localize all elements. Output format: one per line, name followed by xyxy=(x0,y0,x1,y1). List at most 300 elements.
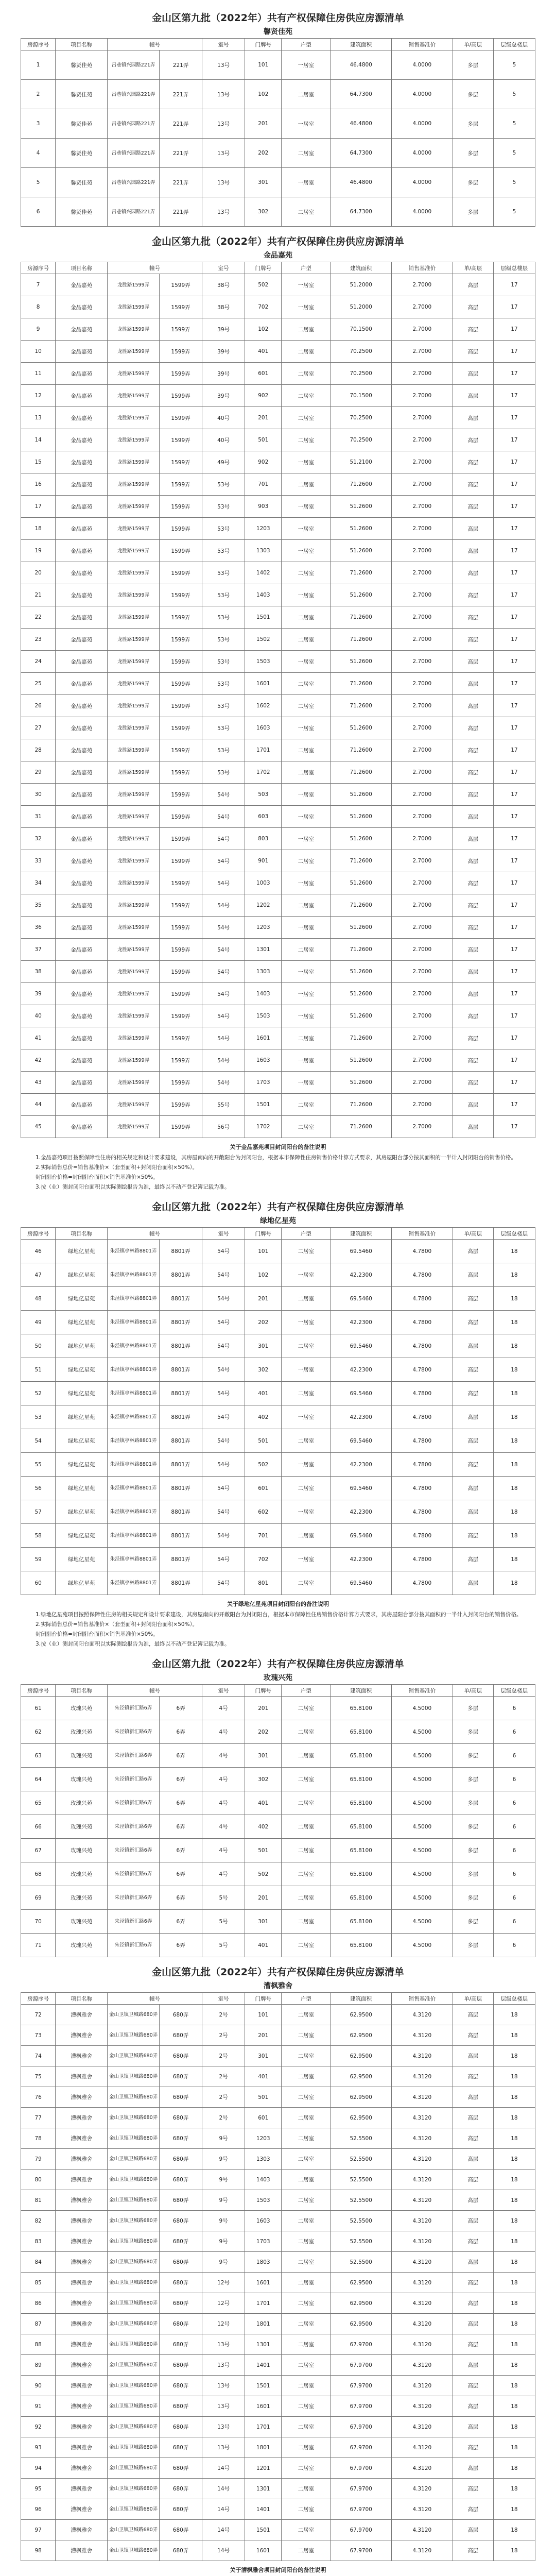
table-cell: 多层 xyxy=(453,109,493,139)
table-cell: 漕枫雅舍 xyxy=(56,2025,108,2046)
table-cell: 金品嘉苑 xyxy=(56,939,108,961)
table-cell: 28 xyxy=(21,739,56,761)
table-row xyxy=(21,1263,535,1287)
table-cell: 602 xyxy=(245,1500,282,1524)
table-cell: 二居室 xyxy=(282,2211,331,2231)
table-cell: 二居室 xyxy=(282,1839,331,1862)
table-cell: 金山卫镇卫城路680弄 xyxy=(108,2314,160,2334)
table-cell: 61 xyxy=(21,1697,56,1720)
table-cell: 2.7000 xyxy=(392,894,453,917)
table-cell: 一居室 xyxy=(282,1548,331,1571)
notes-block xyxy=(25,1142,531,1192)
table-cell: 6 xyxy=(493,1815,535,1839)
column-header: 门牌号 xyxy=(245,1993,282,2005)
column-header: 单/高层 xyxy=(453,1228,493,1240)
table-cell: 51.2000 xyxy=(331,274,392,296)
table-cell: 2.7000 xyxy=(392,872,453,894)
table-cell: 4.5000 xyxy=(392,1791,453,1815)
table-cell: 漕枫雅舍 xyxy=(56,2252,108,2273)
table-cell: 龙胜路1599弄 xyxy=(108,1116,160,1138)
table-cell: 51.2600 xyxy=(331,784,392,806)
table-cell: 58 xyxy=(21,1524,56,1548)
column-header: 销售基准价 xyxy=(392,1228,453,1240)
table-cell: 18 xyxy=(493,1571,535,1595)
table-cell: 金山卫镇卫城路680弄 xyxy=(108,2334,160,2355)
table-cell: 102 xyxy=(245,80,282,109)
table-cell: 8801弄 xyxy=(160,1571,202,1595)
table-cell: 漕枫雅舍 xyxy=(56,2190,108,2211)
table-row xyxy=(21,1405,535,1429)
table-cell: 金品嘉苑 xyxy=(56,473,108,496)
table-cell: 4.3120 xyxy=(392,2046,453,2066)
table-cell: 1501 xyxy=(245,2520,282,2540)
header-row xyxy=(21,262,535,274)
table-row xyxy=(21,1311,535,1334)
table-cell: 67.9700 xyxy=(331,2396,392,2417)
table-cell: 502 xyxy=(245,274,282,296)
table-cell: 4.0000 xyxy=(392,50,453,80)
table-cell: 54号 xyxy=(202,1358,245,1382)
table-cell: 漕枫雅舍 xyxy=(56,2108,108,2128)
table-row xyxy=(21,109,535,139)
table-cell: 4.7800 xyxy=(392,1571,453,1595)
table-cell: 高层 xyxy=(453,407,493,429)
table-cell: 46 xyxy=(21,1240,56,1263)
table-cell: 71.2600 xyxy=(331,1116,392,1138)
table-cell: 玫瑰兴苑 xyxy=(56,1934,108,1957)
table-cell: 71.2600 xyxy=(331,695,392,717)
table-cell: 65.8100 xyxy=(331,1886,392,1910)
table-cell: 221弄 xyxy=(160,168,202,197)
table-cell: 17 xyxy=(493,629,535,651)
table-cell: 一居室 xyxy=(282,784,331,806)
table-cell: 1801 xyxy=(245,2314,282,2334)
column-header: 房源序号 xyxy=(21,1993,56,2005)
table-cell: 17 xyxy=(493,939,535,961)
table-cell: 馨贤佳苑 xyxy=(56,50,108,80)
table-cell: 玫瑰兴苑 xyxy=(56,1720,108,1744)
table-cell: 17 xyxy=(493,1027,535,1049)
table-cell: 二居室 xyxy=(282,1815,331,1839)
table-cell: 18 xyxy=(493,2293,535,2314)
table-row xyxy=(21,1116,535,1138)
project-section xyxy=(21,234,535,1192)
table-cell: 13号 xyxy=(202,2437,245,2458)
table-cell: 47 xyxy=(21,1263,56,1287)
table-row xyxy=(21,2437,535,2458)
table-row xyxy=(21,695,535,717)
table-cell: 漕枫雅舍 xyxy=(56,2417,108,2437)
table-cell: 一居室 xyxy=(282,872,331,894)
notes-line: 封闭阳台价格=封闭阳台面积×销售基准价×50%。 xyxy=(36,1631,159,1637)
table-cell: 金品嘉苑 xyxy=(56,917,108,939)
table-cell: 1601 xyxy=(245,2273,282,2293)
table-cell: 龙胜路1599弄 xyxy=(108,651,160,673)
table-cell: 4.3120 xyxy=(392,2273,453,2293)
table-cell: 高层 xyxy=(453,606,493,629)
table-cell: 4.7800 xyxy=(392,1548,453,1571)
table-cell: 2.7000 xyxy=(392,1116,453,1138)
table-cell: 92 xyxy=(21,2417,56,2437)
table-cell: 二居室 xyxy=(282,1524,331,1548)
table-cell: 1599弄 xyxy=(160,451,202,473)
table-cell: 17 xyxy=(493,385,535,407)
table-cell: 69.5460 xyxy=(331,1382,392,1405)
table-cell: 702 xyxy=(245,1548,282,1571)
table-cell: 多层 xyxy=(453,1697,493,1720)
table-row xyxy=(21,1429,535,1453)
table-cell: 54号 xyxy=(202,1571,245,1595)
table-cell: 54号 xyxy=(202,1334,245,1358)
table-cell: 2.7000 xyxy=(392,385,453,407)
table-cell: 38 xyxy=(21,961,56,983)
table-row xyxy=(21,1910,535,1934)
table-cell: 8801弄 xyxy=(160,1429,202,1453)
table-cell: 高层 xyxy=(453,496,493,518)
column-header: 房源序号 xyxy=(21,1685,56,1697)
table-cell: 680弄 xyxy=(160,2458,202,2479)
table-cell: 1401 xyxy=(245,2499,282,2520)
table-cell: 朱泾镇亭林路8801弄 xyxy=(108,1263,160,1287)
table-cell: 一居室 xyxy=(282,1311,331,1334)
table-cell: 14 xyxy=(21,429,56,451)
table-cell: 71.2600 xyxy=(331,939,392,961)
table-cell: 85 xyxy=(21,2273,56,2293)
table-cell: 98 xyxy=(21,2540,56,2561)
table-cell: 680弄 xyxy=(160,2273,202,2293)
table-cell: 绿地亿星苑 xyxy=(56,1453,108,1477)
table-cell: 一居室 xyxy=(282,1005,331,1027)
table-cell: 4.5000 xyxy=(392,1910,453,1934)
table-cell: 玫瑰兴苑 xyxy=(56,1886,108,1910)
column-header: 建筑面积 xyxy=(331,1228,392,1240)
table-cell: 39 xyxy=(21,983,56,1005)
table-cell: 金山卫镇卫城路680弄 xyxy=(108,2087,160,2108)
table-cell: 53号 xyxy=(202,651,245,673)
table-cell: 1203 xyxy=(245,2128,282,2149)
table-cell: 金山卫镇卫城路680弄 xyxy=(108,2211,160,2231)
table-cell: 75 xyxy=(21,2066,56,2087)
table-cell: 221弄 xyxy=(160,197,202,227)
table-cell: 42.2300 xyxy=(331,1311,392,1334)
table-cell: 高层 xyxy=(453,2458,493,2479)
table-cell: 二居室 xyxy=(282,341,331,363)
table-cell: 龙胜路1599弄 xyxy=(108,850,160,872)
table-cell: 1503 xyxy=(245,2190,282,2211)
table-cell: 71.2600 xyxy=(331,761,392,784)
table-cell: 680弄 xyxy=(160,2005,202,2025)
table-cell: 53号 xyxy=(202,518,245,540)
table-row xyxy=(21,473,535,496)
table-cell: 18 xyxy=(493,2273,535,2293)
table-cell: 高层 xyxy=(453,2190,493,2211)
table-cell: 朱泾镇亭林路8801弄 xyxy=(108,1287,160,1311)
table-cell: 18 xyxy=(493,1453,535,1477)
table-cell: 13号 xyxy=(202,50,245,80)
table-cell: 8801弄 xyxy=(160,1287,202,1311)
table-cell: 9号 xyxy=(202,2211,245,2231)
column-header: 室号 xyxy=(202,1228,245,1240)
table-cell: 1599弄 xyxy=(160,518,202,540)
table-cell: 34 xyxy=(21,872,56,894)
table-cell: 4.7800 xyxy=(392,1240,453,1263)
table-cell: 18 xyxy=(493,2128,535,2149)
table-cell: 17 xyxy=(493,407,535,429)
table-cell: 高层 xyxy=(453,983,493,1005)
table-cell: 吕巷镇兴园路221弄 xyxy=(108,80,160,109)
table-cell: 71.2600 xyxy=(331,473,392,496)
table-cell: 5 xyxy=(493,197,535,227)
table-row xyxy=(21,562,535,584)
table-cell: 4.3120 xyxy=(392,2355,453,2376)
table-cell: 680弄 xyxy=(160,2355,202,2376)
table-cell: 4.7800 xyxy=(392,1334,453,1358)
table-cell: 67.9700 xyxy=(331,2376,392,2396)
table-cell: 漕枫雅舍 xyxy=(56,2087,108,2108)
table-cell: 7 xyxy=(21,274,56,296)
table-cell: 680弄 xyxy=(160,2231,202,2252)
table-cell: 二居室 xyxy=(282,606,331,629)
table-cell: 91 xyxy=(21,2396,56,2417)
table-row xyxy=(21,983,535,1005)
table-cell: 18 xyxy=(493,2334,535,2355)
table-cell: 72 xyxy=(21,2005,56,2025)
table-cell: 二居室 xyxy=(282,1382,331,1405)
table-cell: 5 xyxy=(493,139,535,168)
table-cell: 202 xyxy=(245,1720,282,1744)
table-cell: 302 xyxy=(245,197,282,227)
table-cell: 801 xyxy=(245,1571,282,1595)
table-cell: 54号 xyxy=(202,1263,245,1287)
table-row xyxy=(21,2355,535,2376)
column-header: 销售基准价 xyxy=(392,1993,453,2005)
table-cell: 54号 xyxy=(202,1429,245,1453)
table-cell: 1502 xyxy=(245,629,282,651)
project-title: 馨贤佳苑 xyxy=(264,28,292,36)
table-cell: 2.7000 xyxy=(392,496,453,518)
table-cell: 26 xyxy=(21,695,56,717)
table-cell: 4.5000 xyxy=(392,1934,453,1957)
table-cell: 高层 xyxy=(453,584,493,606)
table-cell: 二居室 xyxy=(282,385,331,407)
table-cell: 朱泾镇新汇路6弄 xyxy=(108,1886,160,1910)
table-cell: 53号 xyxy=(202,739,245,761)
table-cell: 71.2600 xyxy=(331,629,392,651)
table-cell: 高层 xyxy=(453,1453,493,1477)
table-cell: 玫瑰兴苑 xyxy=(56,1697,108,1720)
table-cell: 2.7000 xyxy=(392,695,453,717)
table-cell: 高层 xyxy=(453,1500,493,1524)
table-cell: 53号 xyxy=(202,562,245,584)
table-row xyxy=(21,2293,535,2314)
table-cell: 金山卫镇卫城路680弄 xyxy=(108,2520,160,2540)
table-cell: 1403 xyxy=(245,584,282,606)
table-cell: 53号 xyxy=(202,695,245,717)
table-cell: 6 xyxy=(493,1744,535,1768)
table-cell: 6 xyxy=(493,1886,535,1910)
table-cell: 680弄 xyxy=(160,2046,202,2066)
column-header: 销售基准价 xyxy=(392,262,453,274)
table-cell: 金山卫镇卫城路680弄 xyxy=(108,2499,160,2520)
table-cell: 4.5000 xyxy=(392,1815,453,1839)
table-cell: 89 xyxy=(21,2355,56,2376)
housing-table xyxy=(21,1684,535,1957)
column-header: 销售基准价 xyxy=(392,39,453,50)
table-cell: 二居室 xyxy=(282,197,331,227)
table-cell: 17 xyxy=(493,894,535,917)
table-cell: 金品嘉苑 xyxy=(56,983,108,1005)
table-row xyxy=(21,717,535,739)
table-cell: 84 xyxy=(21,2252,56,2273)
table-cell: 金品嘉苑 xyxy=(56,429,108,451)
table-cell: 1 xyxy=(21,50,56,80)
table-cell: 金山卫镇卫城路680弄 xyxy=(108,2437,160,2458)
table-row xyxy=(21,1934,535,1957)
table-cell: 金品嘉苑 xyxy=(56,806,108,828)
table-cell: 54号 xyxy=(202,961,245,983)
table-cell: 高层 xyxy=(453,1405,493,1429)
table-cell: 金品嘉苑 xyxy=(56,385,108,407)
table-cell: 501 xyxy=(245,1839,282,1862)
table-cell: 70 xyxy=(21,1910,56,1934)
table-cell: 51.2600 xyxy=(331,917,392,939)
table-cell: 高层 xyxy=(453,296,493,318)
column-header: 项目名称 xyxy=(56,39,108,50)
table-cell: 39号 xyxy=(202,385,245,407)
table-cell: 9号 xyxy=(202,2231,245,2252)
table-cell: 67.9700 xyxy=(331,2334,392,2355)
table-cell: 2.7000 xyxy=(392,562,453,584)
header-row xyxy=(21,1228,535,1240)
table-cell: 49号 xyxy=(202,451,245,473)
table-cell: 高层 xyxy=(453,1072,493,1094)
table-cell: 金山卫镇卫城路680弄 xyxy=(108,2252,160,2273)
table-cell: 2.7000 xyxy=(392,584,453,606)
table-cell: 龙胜路1599弄 xyxy=(108,828,160,850)
housing-table xyxy=(21,262,535,1138)
table-cell: 680弄 xyxy=(160,2314,202,2334)
column-header: 层级总楼层 xyxy=(493,1685,535,1697)
table-cell: 4.0000 xyxy=(392,139,453,168)
table-cell: 金山卫镇卫城路680弄 xyxy=(108,2190,160,2211)
table-cell: 601 xyxy=(245,1477,282,1500)
table-cell: 金品嘉苑 xyxy=(56,341,108,363)
table-cell: 二居室 xyxy=(282,2540,331,2561)
column-header: 户型 xyxy=(282,39,331,50)
table-cell: 朱泾镇新汇路6弄 xyxy=(108,1839,160,1862)
table-cell: 2号 xyxy=(202,2005,245,2025)
table-cell: 17 xyxy=(493,473,535,496)
table-cell: 2.7000 xyxy=(392,540,453,562)
table-cell: 二居室 xyxy=(282,1116,331,1138)
table-row xyxy=(21,2231,535,2252)
table-cell: 8801弄 xyxy=(160,1334,202,1358)
table-cell: 朱泾镇亭林路8801弄 xyxy=(108,1524,160,1548)
table-cell: 4.3120 xyxy=(392,2396,453,2417)
table-cell: 48 xyxy=(21,1287,56,1311)
table-cell: 高层 xyxy=(453,1334,493,1358)
table-cell: 一居室 xyxy=(282,1263,331,1287)
table-cell: 53号 xyxy=(202,584,245,606)
table-cell: 53号 xyxy=(202,761,245,784)
table-cell: 绿地亿星苑 xyxy=(56,1477,108,1500)
table-cell: 金品嘉苑 xyxy=(56,872,108,894)
table-cell: 二居室 xyxy=(282,2499,331,2520)
table-cell: 18 xyxy=(493,2046,535,2066)
column-header: 幢号 xyxy=(108,1228,202,1240)
table-cell: 高层 xyxy=(453,1094,493,1116)
table-row xyxy=(21,2273,535,2293)
table-cell: 18 xyxy=(493,2025,535,2046)
column-header: 户型 xyxy=(282,262,331,274)
table-cell: 8801弄 xyxy=(160,1524,202,1548)
table-cell: 17 xyxy=(493,451,535,473)
table-cell: 2.7000 xyxy=(392,363,453,385)
table-cell: 1801 xyxy=(245,2437,282,2458)
table-cell: 67.9700 xyxy=(331,2520,392,2540)
table-cell: 18 xyxy=(493,2087,535,2108)
table-cell: 71.2600 xyxy=(331,606,392,629)
table-cell: 龙胜路1599弄 xyxy=(108,894,160,917)
table-cell: 朱泾镇亭林路8801弄 xyxy=(108,1477,160,1500)
table-cell: 二居室 xyxy=(282,2128,331,2149)
table-cell: 玫瑰兴苑 xyxy=(56,1839,108,1862)
column-header: 户型 xyxy=(282,1993,331,2005)
table-cell: 5号 xyxy=(202,1886,245,1910)
table-cell: 高层 xyxy=(453,2108,493,2128)
table-cell: 54号 xyxy=(202,828,245,850)
table-cell: 80 xyxy=(21,2170,56,2190)
table-cell: 2号 xyxy=(202,2108,245,2128)
table-cell: 1603 xyxy=(245,2211,282,2231)
table-row xyxy=(21,2046,535,2066)
table-row xyxy=(21,80,535,109)
table-cell: 龙胜路1599弄 xyxy=(108,1094,160,1116)
table-cell: 39号 xyxy=(202,363,245,385)
table-cell: 53号 xyxy=(202,473,245,496)
table-cell: 1701 xyxy=(245,2293,282,2314)
table-cell: 6 xyxy=(493,1934,535,1957)
table-cell: 二居室 xyxy=(282,2396,331,2417)
table-cell: 2.7000 xyxy=(392,429,453,451)
table-cell: 二居室 xyxy=(282,1886,331,1910)
table-cell: 1599弄 xyxy=(160,894,202,917)
table-cell: 2号 xyxy=(202,2087,245,2108)
table-cell: 18 xyxy=(493,2170,535,2190)
table-cell: 1599弄 xyxy=(160,1027,202,1049)
table-cell: 4.5000 xyxy=(392,1697,453,1720)
table-cell: 1599弄 xyxy=(160,961,202,983)
table-cell: 漕枫雅舍 xyxy=(56,2437,108,2458)
table-cell: 38号 xyxy=(202,296,245,318)
table-cell: 42.2300 xyxy=(331,1500,392,1524)
table-cell: 绿地亿星苑 xyxy=(56,1263,108,1287)
table-cell: 1701 xyxy=(245,2417,282,2437)
table-cell: 龙胜路1599弄 xyxy=(108,606,160,629)
table-cell: 54号 xyxy=(202,917,245,939)
table-cell: 12号 xyxy=(202,2314,245,2334)
table-cell: 高层 xyxy=(453,695,493,717)
table-cell: 高层 xyxy=(453,2170,493,2190)
table-cell: 17 xyxy=(493,1005,535,1027)
table-cell: 18 xyxy=(493,2231,535,2252)
table-cell: 44 xyxy=(21,1094,56,1116)
table-row xyxy=(21,2417,535,2437)
table-row xyxy=(21,1548,535,1571)
table-cell: 9号 xyxy=(202,2170,245,2190)
table-cell: 71 xyxy=(21,1934,56,1957)
table-cell: 漕枫雅舍 xyxy=(56,2396,108,2417)
